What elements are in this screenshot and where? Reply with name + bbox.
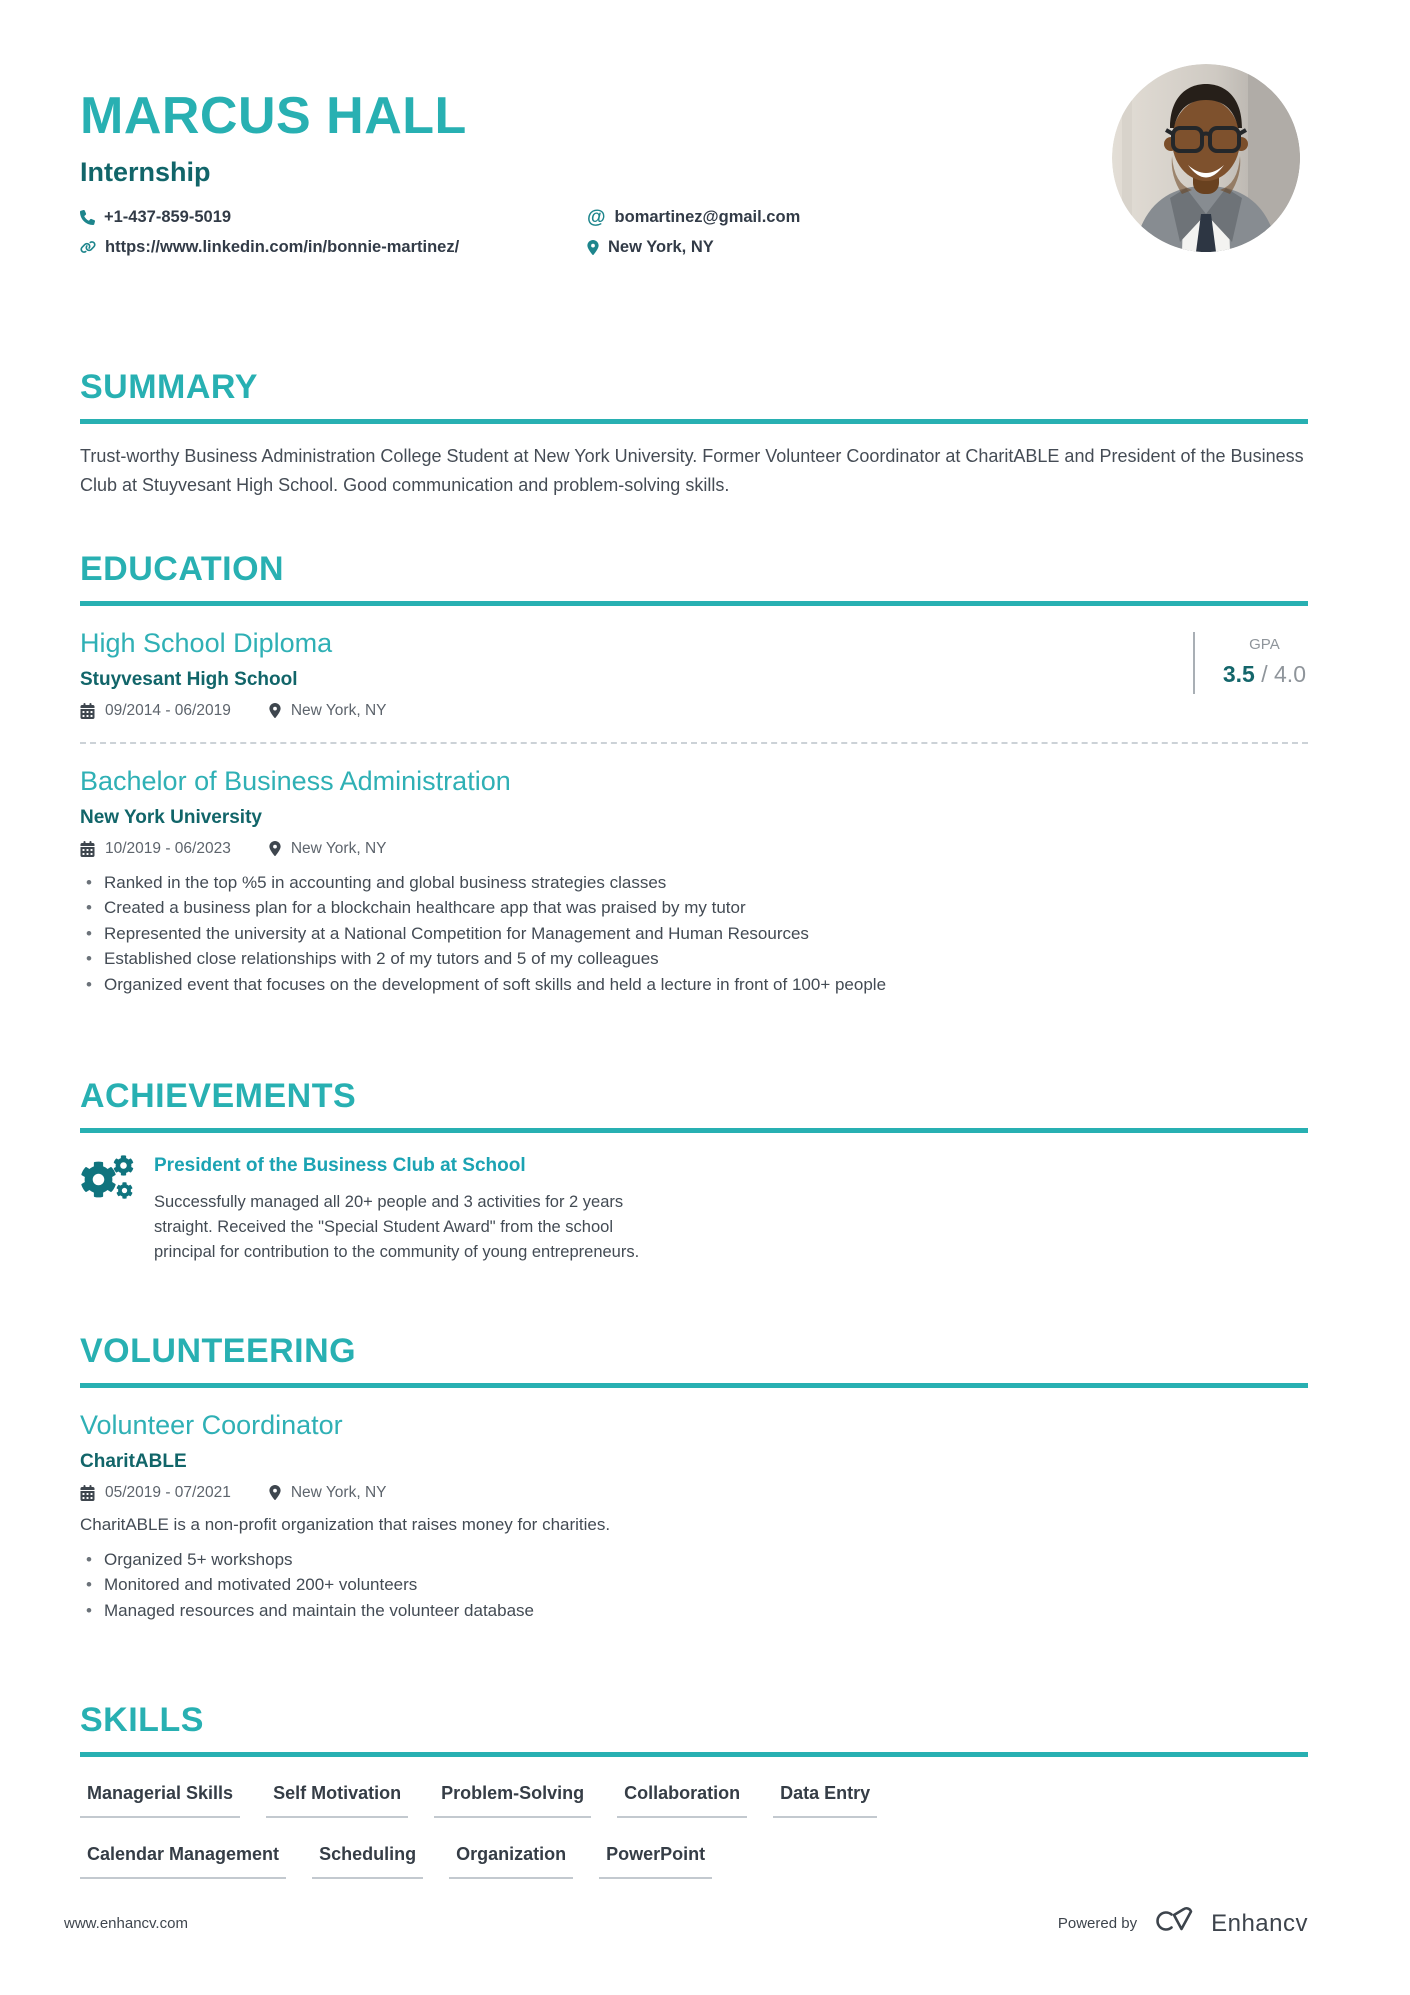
education-section xyxy=(80,550,1308,998)
calendar-icon xyxy=(80,703,95,719)
role-title: Volunteer Coordinator xyxy=(80,1409,343,1440)
location-text: New York, NY xyxy=(608,237,714,256)
summary-section xyxy=(80,368,1308,500)
calendar-icon xyxy=(80,841,95,857)
gpa-label: GPA xyxy=(1249,635,1280,653)
contact-info xyxy=(80,202,900,262)
location-pin-icon xyxy=(587,240,599,255)
school-name: New York University xyxy=(80,806,262,828)
bullet-item: • Established close relationships with 2 of my tutors and 5 of my colleagues xyxy=(80,946,1308,972)
summary-heading: SUMMARY xyxy=(80,368,1308,424)
email-address[interactable]: bomartinez@gmail.com xyxy=(614,207,801,226)
volunteering-entry xyxy=(80,1410,1308,1624)
bullet-item: • Organized 5+ workshops xyxy=(80,1547,1308,1573)
skills-section xyxy=(80,1701,1308,1879)
email-icon: @ xyxy=(587,206,606,228)
location-pin-icon xyxy=(269,841,281,856)
skill-tag: PowerPoint xyxy=(599,1844,712,1879)
bullet-item: • Ranked in the top %5 in accounting and global business strategies classes xyxy=(80,870,1308,896)
education-heading: EDUCATION xyxy=(80,550,1308,606)
skill-tag: Data Entry xyxy=(773,1783,877,1818)
skill-tag: Self Motivation xyxy=(266,1783,408,1818)
date-range: 05/2019 - 07/2021 xyxy=(105,1483,231,1501)
skill-tag: Problem-Solving xyxy=(434,1783,591,1818)
organization-name: CharitABLE xyxy=(80,1450,187,1472)
organization-description: CharitABLE is a non-profit organization that raises money for charities. xyxy=(80,1514,611,1534)
bullet-item: • Created a business plan for a blockchain healthcare app that was praised by my tutor xyxy=(80,895,1308,921)
degree-title: High School Diploma xyxy=(80,627,333,658)
email-item[interactable] xyxy=(587,208,900,227)
entry-divider xyxy=(80,742,1308,744)
person-name: MARCUS HALL xyxy=(80,87,467,145)
link-item[interactable] xyxy=(80,238,587,257)
powered-by-block[interactable] xyxy=(1058,1905,1308,1942)
degree-title: Bachelor of Business Administration xyxy=(80,765,511,796)
profile-photo xyxy=(1112,64,1300,252)
date-range: 10/2019 - 06/2023 xyxy=(105,839,231,857)
phone-icon xyxy=(80,210,95,225)
volunteering-section xyxy=(80,1332,1308,1624)
skill-tag: Collaboration xyxy=(617,1783,747,1818)
enhancv-logo-icon xyxy=(1151,1905,1197,1942)
header xyxy=(80,88,1308,262)
entry-meta xyxy=(80,1484,1308,1502)
achievements-section xyxy=(80,1077,1308,1265)
skills-row xyxy=(80,1783,1308,1818)
gpa-scale: / 4.0 xyxy=(1254,660,1306,687)
education-entry xyxy=(80,766,1308,998)
powered-by-label: Powered by xyxy=(1057,1915,1138,1932)
achievement-title: President of the Business Club at School xyxy=(154,1155,526,1177)
linkedin-url[interactable]: https://www.linkedin.com/in/bonnie-martinez/ xyxy=(105,237,460,256)
education-bullets xyxy=(80,870,1308,998)
location-pin-icon xyxy=(269,703,281,718)
skill-tag: Managerial Skills xyxy=(80,1783,240,1818)
summary-text: Trust-worthy Business Administration College Student at New York University. Former Volunteer Coordinator at CharitABLE and President of the Business Club at Stuyvesant High School. Good communication and problem-solving skills. xyxy=(80,446,1304,495)
enhancv-brand-name: Enhancv xyxy=(1211,1909,1308,1937)
entry-location: New York, NY xyxy=(290,701,387,719)
footer xyxy=(0,1905,1410,1942)
bullet-item: • Managed resources and maintain the volunteer database xyxy=(80,1598,1308,1624)
gpa-value-line xyxy=(1223,661,1306,688)
volunteering-bullets xyxy=(80,1547,1308,1624)
entry-location: New York, NY xyxy=(290,839,387,857)
desired-position: Internship xyxy=(80,157,211,188)
skills-row xyxy=(80,1844,1308,1879)
phone-number: +1-437-859-5019 xyxy=(104,207,232,226)
date-range: 09/2014 - 06/2019 xyxy=(105,701,231,719)
skill-tag: Calendar Management xyxy=(80,1844,286,1879)
skill-tag: Scheduling xyxy=(312,1844,423,1879)
gears-icon xyxy=(80,1155,142,1213)
entry-meta xyxy=(80,702,1308,720)
school-name: Stuyvesant High School xyxy=(80,668,298,690)
achievement-item xyxy=(80,1155,1308,1265)
volunteering-heading: VOLUNTEERING xyxy=(80,1332,1308,1388)
location-pin-icon xyxy=(269,1485,281,1500)
achievements-heading: ACHIEVEMENTS xyxy=(80,1077,1308,1133)
gpa-divider xyxy=(1193,632,1195,694)
entry-location: New York, NY xyxy=(290,1483,387,1501)
education-entry xyxy=(80,628,1308,720)
link-icon xyxy=(80,240,96,254)
bullet-item: • Monitored and motivated 200+ volunteers xyxy=(80,1572,1308,1598)
skill-tag: Organization xyxy=(449,1844,573,1879)
phone-item xyxy=(80,208,587,227)
gpa-block xyxy=(1193,632,1308,694)
calendar-icon xyxy=(80,1485,95,1501)
bullet-item: • Organized event that focuses on the development of soft skills and held a lecture in front of 100+ people xyxy=(80,972,1308,998)
footer-site-link[interactable]: www.enhancv.com xyxy=(64,1915,188,1932)
achievement-text: Successfully managed all 20+ people and 3 activities for 2 years straight. Received the "Special Student Award" from the school principal for contribution to the community of young entrepreneurs. xyxy=(154,1193,640,1262)
location-item xyxy=(587,238,900,257)
skills-heading: SKILLS xyxy=(80,1701,1308,1757)
entry-meta xyxy=(80,840,1308,858)
bullet-item: • Represented the university at a National Competition for Management and Human Resources xyxy=(80,921,1308,947)
gpa-value: 3.5 xyxy=(1222,660,1255,687)
